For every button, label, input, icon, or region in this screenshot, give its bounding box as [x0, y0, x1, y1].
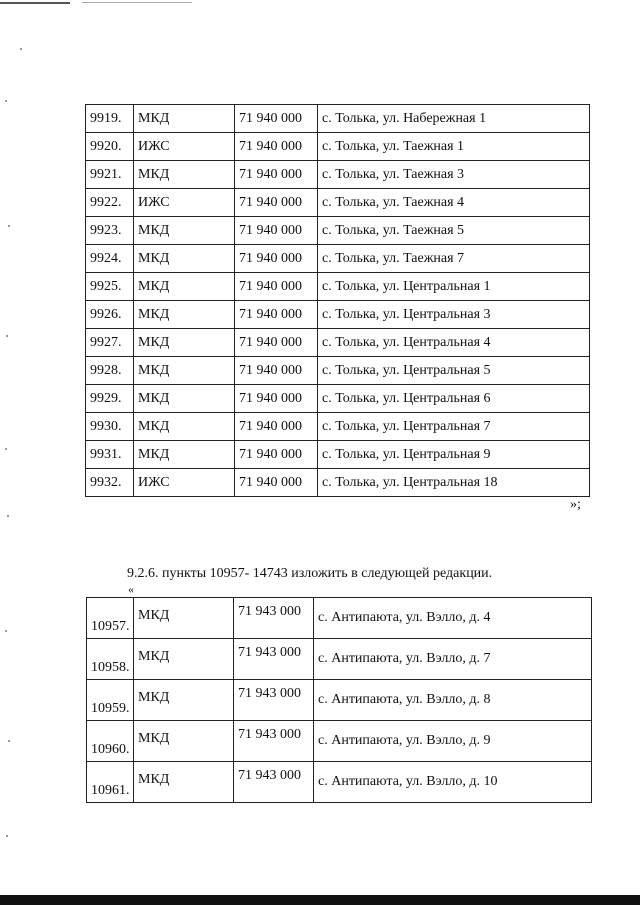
table-row: [86, 273, 590, 301]
row-number-cell: 9930.: [86, 413, 134, 441]
table-row: [86, 105, 590, 133]
address-cell: с. Толька, ул. Центральная 4: [318, 329, 590, 357]
scan-speck: [5, 100, 7, 102]
scan-bottom-bar: [0, 895, 640, 905]
building-type-cell: МКД: [134, 105, 235, 133]
table-row: [86, 329, 590, 357]
building-type-cell: МКД: [134, 413, 235, 441]
building-type-cell: МКД: [134, 598, 234, 639]
table-row: [86, 469, 590, 497]
table-row: [86, 133, 590, 161]
table-row: [86, 413, 590, 441]
scan-top-rule: [0, 2, 70, 4]
row-number-cell: 10961.: [87, 762, 134, 803]
address-cell: с. Толька, ул. Набережная 1: [318, 105, 590, 133]
row-number-cell: 9922.: [86, 189, 134, 217]
table-row: [86, 385, 590, 413]
row-number-cell: 9932.: [86, 469, 134, 497]
building-type-cell: МКД: [134, 217, 235, 245]
row-number-cell: 10958.: [87, 639, 134, 680]
oktmo-code-cell: 71 940 000: [235, 105, 318, 133]
oktmo-code-cell: 71 940 000: [235, 301, 318, 329]
housing-table-1: [85, 104, 590, 497]
oktmo-code-cell: 71 940 000: [235, 385, 318, 413]
building-type-cell: ИЖС: [134, 189, 235, 217]
address-cell: с. Толька, ул. Центральная 1: [318, 273, 590, 301]
address-cell: с. Антипаюта, ул. Вэлло, д. 7: [314, 639, 592, 680]
oktmo-code-cell: 71 940 000: [235, 329, 318, 357]
building-type-cell: МКД: [134, 721, 234, 762]
housing-table-2: [86, 597, 592, 803]
table-row: [86, 357, 590, 385]
address-cell: с. Толька, ул. Таежная 5: [318, 217, 590, 245]
building-type-cell: МКД: [134, 441, 235, 469]
address-cell: с. Толька, ул. Таежная 7: [318, 245, 590, 273]
oktmo-code-cell: 71 940 000: [235, 413, 318, 441]
closing-quote: »;: [570, 497, 581, 512]
scan-speck: [8, 225, 10, 227]
row-number-cell: 9928.: [86, 357, 134, 385]
table-row: [86, 189, 590, 217]
building-type-cell: МКД: [134, 357, 235, 385]
table-row: [87, 639, 592, 680]
building-type-cell: ИЖС: [134, 469, 235, 497]
housing-table-1-body: [86, 105, 590, 497]
oktmo-code-cell: 71 940 000: [235, 441, 318, 469]
row-number-cell: 10957.: [87, 598, 134, 639]
row-number-cell: 9927.: [86, 329, 134, 357]
table-row: [86, 161, 590, 189]
row-number-cell: 9924.: [86, 245, 134, 273]
row-number-cell: 9929.: [86, 385, 134, 413]
address-cell: с. Толька, ул. Центральная 3: [318, 301, 590, 329]
row-number-cell: 10959.: [87, 680, 134, 721]
table-row: [87, 598, 592, 639]
oktmo-code-cell: 71 940 000: [235, 273, 318, 301]
section-paragraph: 9.2.6. пункты 10957- 14743 изложить в следующей редакции.: [127, 566, 493, 581]
oktmo-code-cell: 71 943 000: [234, 598, 314, 639]
oktmo-code-cell: 71 943 000: [234, 639, 314, 680]
building-type-cell: ИЖС: [134, 133, 235, 161]
address-cell: с. Толька, ул. Центральная 5: [318, 357, 590, 385]
oktmo-code-cell: 71 940 000: [235, 217, 318, 245]
address-cell: с. Антипаюта, ул. Вэлло, д. 10: [314, 762, 592, 803]
table-row: [87, 680, 592, 721]
building-type-cell: МКД: [134, 245, 235, 273]
building-type-cell: МКД: [134, 385, 235, 413]
building-type-cell: МКД: [134, 639, 234, 680]
oktmo-code-cell: 71 940 000: [235, 469, 318, 497]
table-row: [86, 441, 590, 469]
address-cell: с. Толька, ул. Центральная 7: [318, 413, 590, 441]
scan-speck: [5, 448, 7, 450]
building-type-cell: МКД: [134, 301, 235, 329]
table-row: [86, 245, 590, 273]
scan-speck: [6, 335, 8, 337]
address-cell: с. Толька, ул. Центральная 18: [318, 469, 590, 497]
scan-speck: [6, 835, 8, 837]
building-type-cell: МКД: [134, 161, 235, 189]
table-row: [86, 217, 590, 245]
scan-speck: [20, 48, 22, 50]
building-type-cell: МКД: [134, 329, 235, 357]
address-cell: с. Антипаюта, ул. Вэлло, д. 8: [314, 680, 592, 721]
oktmo-code-cell: 71 943 000: [234, 762, 314, 803]
oktmo-code-cell: 71 940 000: [235, 189, 318, 217]
address-cell: с. Толька, ул. Центральная 9: [318, 441, 590, 469]
oktmo-code-cell: 71 940 000: [235, 161, 318, 189]
row-number-cell: 9921.: [86, 161, 134, 189]
oktmo-code-cell: 71 940 000: [235, 133, 318, 161]
oktmo-code-cell: 71 940 000: [235, 245, 318, 273]
oktmo-code-cell: 71 940 000: [235, 357, 318, 385]
building-type-cell: МКД: [134, 762, 234, 803]
row-number-cell: 9931.: [86, 441, 134, 469]
row-number-cell: 10960.: [87, 721, 134, 762]
opening-quote: «: [128, 582, 134, 596]
scan-top-rule-faint: [82, 2, 192, 3]
table-row: [87, 762, 592, 803]
table-row: [87, 721, 592, 762]
scan-speck: [7, 515, 9, 517]
oktmo-code-cell: 71 943 000: [234, 680, 314, 721]
row-number-cell: 9925.: [86, 273, 134, 301]
scan-speck: [5, 630, 7, 632]
address-cell: с. Толька, ул. Таежная 4: [318, 189, 590, 217]
oktmo-code-cell: 71 943 000: [234, 721, 314, 762]
address-cell: с. Антипаюта, ул. Вэлло, д. 4: [314, 598, 592, 639]
address-cell: с. Антипаюта, ул. Вэлло, д. 9: [314, 721, 592, 762]
row-number-cell: 9926.: [86, 301, 134, 329]
address-cell: с. Толька, ул. Таежная 3: [318, 161, 590, 189]
housing-table-2-body: [87, 598, 592, 803]
row-number-cell: 9923.: [86, 217, 134, 245]
row-number-cell: 9920.: [86, 133, 134, 161]
scan-speck: [8, 740, 10, 742]
table-row: [86, 301, 590, 329]
address-cell: с. Толька, ул. Таежная 1: [318, 133, 590, 161]
address-cell: с. Толька, ул. Центральная 6: [318, 385, 590, 413]
row-number-cell: 9919.: [86, 105, 134, 133]
building-type-cell: МКД: [134, 273, 235, 301]
building-type-cell: МКД: [134, 680, 234, 721]
